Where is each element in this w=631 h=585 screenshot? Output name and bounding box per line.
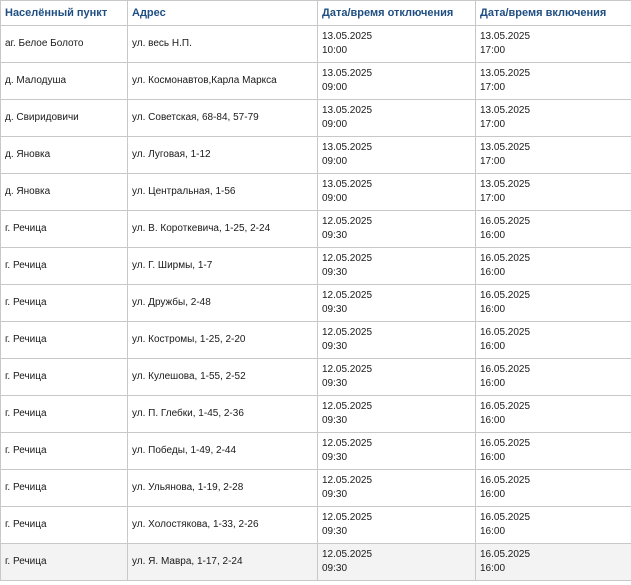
locality-cell: г. Речица	[1, 359, 128, 396]
column-header-off-datetime: Дата/время отключения	[318, 1, 476, 26]
address-cell: ул. Костромы, 1-25, 2-20	[128, 322, 318, 359]
address-cell: ул. Советская, 68-84, 57-79	[128, 100, 318, 137]
off-date: 12.05.2025	[322, 290, 373, 301]
table-row	[1, 470, 631, 507]
on-time: 16:00	[480, 489, 506, 500]
table-row	[1, 285, 631, 322]
off-datetime-cell	[318, 396, 476, 433]
table-row	[1, 174, 631, 211]
locality-cell: г. Речица	[1, 322, 128, 359]
off-datetime-cell	[318, 137, 476, 174]
on-time: 17:00	[480, 45, 506, 56]
address-cell: ул. Г. Ширмы, 1-7	[128, 248, 318, 285]
off-time: 09:30	[322, 304, 348, 315]
address-cell: ул. Дружбы, 2-48	[128, 285, 318, 322]
address-cell: ул. Кулешова, 1-55, 2-52	[128, 359, 318, 396]
off-datetime-cell	[318, 248, 476, 285]
locality-cell: г. Речица	[1, 211, 128, 248]
address-cell: ул. Луговая, 1-12	[128, 137, 318, 174]
address-cell: ул. Ульянова, 1-19, 2-28	[128, 470, 318, 507]
off-datetime-cell	[318, 470, 476, 507]
address-cell: ул. Я. Мавра, 1-17, 2-24	[128, 544, 318, 581]
on-date: 16.05.2025	[480, 549, 531, 560]
on-date: 16.05.2025	[480, 475, 531, 486]
on-datetime-cell	[476, 433, 631, 470]
off-date: 12.05.2025	[322, 253, 373, 264]
off-date: 13.05.2025	[322, 142, 373, 153]
off-datetime-cell	[318, 285, 476, 322]
on-datetime-cell	[476, 285, 631, 322]
on-datetime-cell	[476, 359, 631, 396]
off-date: 12.05.2025	[322, 327, 373, 338]
on-datetime-cell	[476, 211, 631, 248]
on-date: 16.05.2025	[480, 253, 531, 264]
off-date: 13.05.2025	[322, 31, 373, 42]
address-cell: ул. В. Короткевича, 1-25, 2-24	[128, 211, 318, 248]
on-datetime-cell	[476, 470, 631, 507]
on-time: 17:00	[480, 82, 506, 93]
on-date: 13.05.2025	[480, 31, 531, 42]
off-time: 09:30	[322, 267, 348, 278]
address-cell: ул. П. Глебки, 1-45, 2-36	[128, 396, 318, 433]
locality-cell: аг. Белое Болото	[1, 26, 128, 63]
on-datetime-cell	[476, 507, 631, 544]
table-row	[1, 26, 631, 63]
off-time: 09:30	[322, 489, 348, 500]
locality-cell: г. Речица	[1, 433, 128, 470]
table-row	[1, 396, 631, 433]
off-date: 12.05.2025	[322, 401, 373, 412]
column-header-locality: Населённый пункт	[1, 1, 128, 26]
address-cell: ул. Центральная, 1-56	[128, 174, 318, 211]
on-time: 16:00	[480, 452, 506, 463]
off-time: 09:30	[322, 341, 348, 352]
off-time: 09:30	[322, 378, 348, 389]
on-datetime-cell	[476, 396, 631, 433]
on-date: 13.05.2025	[480, 142, 531, 153]
off-date: 12.05.2025	[322, 438, 373, 449]
off-datetime-cell	[318, 322, 476, 359]
off-date: 12.05.2025	[322, 512, 373, 523]
off-date: 12.05.2025	[322, 475, 373, 486]
off-datetime-cell	[318, 26, 476, 63]
column-header-address: Адрес	[128, 1, 318, 26]
locality-cell: г. Речица	[1, 470, 128, 507]
off-datetime-cell	[318, 100, 476, 137]
address-cell: ул. Победы, 1-49, 2-44	[128, 433, 318, 470]
address-cell: ул. Холостякова, 1-33, 2-26	[128, 507, 318, 544]
on-datetime-cell	[476, 174, 631, 211]
on-datetime-cell	[476, 100, 631, 137]
off-datetime-cell	[318, 433, 476, 470]
off-time: 09:00	[322, 156, 348, 167]
table-row	[1, 544, 631, 581]
off-time: 09:00	[322, 193, 348, 204]
off-datetime-cell	[318, 174, 476, 211]
off-datetime-cell	[318, 544, 476, 581]
off-datetime-cell	[318, 211, 476, 248]
on-datetime-cell	[476, 544, 631, 581]
on-time: 16:00	[480, 230, 506, 241]
off-time: 09:30	[322, 230, 348, 241]
off-time: 09:30	[322, 563, 348, 574]
on-datetime-cell	[476, 137, 631, 174]
on-date: 13.05.2025	[480, 179, 531, 190]
locality-cell: г. Речица	[1, 396, 128, 433]
on-datetime-cell	[476, 322, 631, 359]
on-date: 16.05.2025	[480, 438, 531, 449]
table-row	[1, 211, 631, 248]
locality-cell: д. Малодуша	[1, 63, 128, 100]
on-datetime-cell	[476, 248, 631, 285]
table-row	[1, 507, 631, 544]
locality-cell: г. Речица	[1, 248, 128, 285]
off-date: 13.05.2025	[322, 68, 373, 79]
on-datetime-cell	[476, 26, 631, 63]
on-datetime-cell	[476, 63, 631, 100]
on-date: 13.05.2025	[480, 68, 531, 79]
off-date: 12.05.2025	[322, 216, 373, 227]
table-row	[1, 433, 631, 470]
locality-cell: д. Свиридовичи	[1, 100, 128, 137]
column-header-on-datetime: Дата/время включения	[476, 1, 631, 26]
on-time: 16:00	[480, 341, 506, 352]
on-time: 16:00	[480, 563, 506, 574]
on-date: 16.05.2025	[480, 216, 531, 227]
on-time: 16:00	[480, 415, 506, 426]
locality-cell: д. Яновка	[1, 137, 128, 174]
locality-cell: д. Яновка	[1, 174, 128, 211]
header-row	[1, 1, 631, 26]
off-time: 09:30	[322, 526, 348, 537]
on-time: 17:00	[480, 119, 506, 130]
on-time: 16:00	[480, 526, 506, 537]
off-date: 13.05.2025	[322, 179, 373, 190]
on-time: 16:00	[480, 267, 506, 278]
table-header	[1, 1, 631, 26]
off-time: 09:00	[322, 119, 348, 130]
locality-cell: г. Речица	[1, 544, 128, 581]
table-row	[1, 100, 631, 137]
on-time: 17:00	[480, 193, 506, 204]
on-date: 16.05.2025	[480, 290, 531, 301]
off-datetime-cell	[318, 359, 476, 396]
off-datetime-cell	[318, 507, 476, 544]
table-row	[1, 248, 631, 285]
on-date: 13.05.2025	[480, 105, 531, 116]
on-date: 16.05.2025	[480, 364, 531, 375]
table-row	[1, 322, 631, 359]
on-date: 16.05.2025	[480, 327, 531, 338]
locality-cell: г. Речица	[1, 285, 128, 322]
off-time: 09:30	[322, 452, 348, 463]
table-body	[1, 26, 631, 581]
off-date: 12.05.2025	[322, 364, 373, 375]
table-row	[1, 359, 631, 396]
table-row	[1, 137, 631, 174]
on-time: 17:00	[480, 156, 506, 167]
table-row	[1, 63, 631, 100]
on-date: 16.05.2025	[480, 401, 531, 412]
off-time: 10:00	[322, 45, 348, 56]
locality-cell: г. Речица	[1, 507, 128, 544]
on-time: 16:00	[480, 378, 506, 389]
off-datetime-cell	[318, 63, 476, 100]
on-time: 16:00	[480, 304, 506, 315]
address-cell: ул. весь Н.П.	[128, 26, 318, 63]
on-date: 16.05.2025	[480, 512, 531, 523]
address-cell: ул. Космонавтов,Карла Маркса	[128, 63, 318, 100]
off-time: 09:30	[322, 415, 348, 426]
off-time: 09:00	[322, 82, 348, 93]
off-date: 12.05.2025	[322, 549, 373, 560]
off-date: 13.05.2025	[322, 105, 373, 116]
